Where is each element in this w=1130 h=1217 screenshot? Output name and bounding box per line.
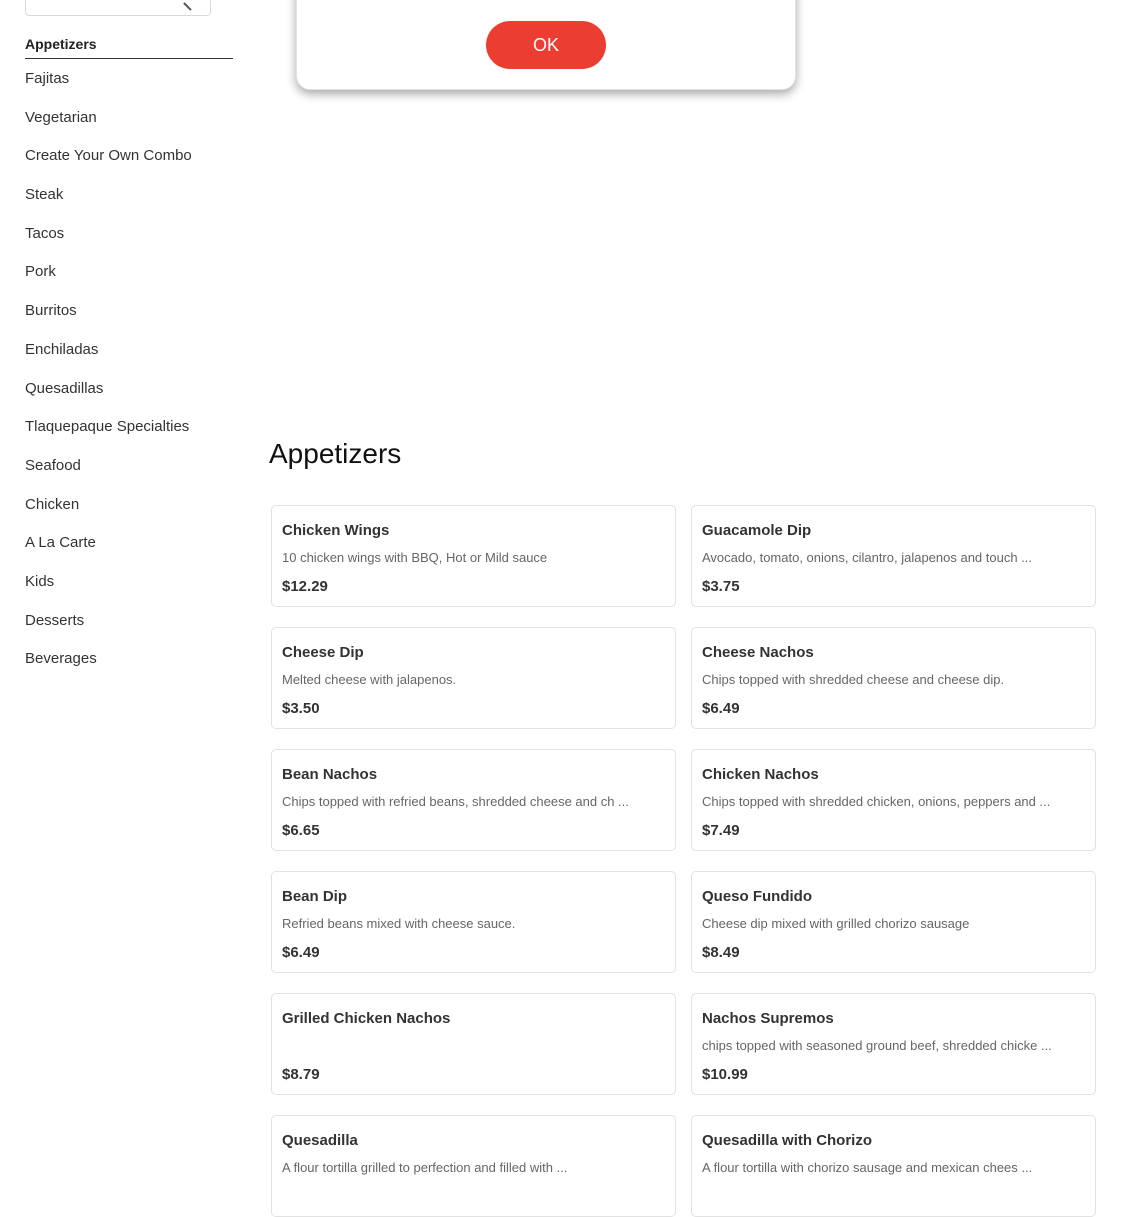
- menu-item-card[interactable]: [271, 871, 676, 973]
- menu-item-price: $8.79: [282, 1066, 320, 1083]
- sidebar-item-enchiladas[interactable]: Enchiladas: [25, 340, 99, 358]
- menu-item-price: $7.49: [702, 822, 740, 839]
- menu-item-description: 10 chicken wings with BBQ, Hot or Mild sauce: [282, 550, 548, 565]
- menu-item-price: $6.49: [702, 700, 740, 717]
- sidebar-item-desserts[interactable]: Desserts: [25, 611, 85, 629]
- ok-button[interactable]: OK: [486, 21, 606, 69]
- menu-item-price: $3.75: [702, 578, 740, 595]
- menu-item-card[interactable]: [691, 749, 1096, 851]
- sidebar-item-quesadillas[interactable]: Quesadillas: [25, 379, 104, 397]
- alert-dialog: [296, 0, 796, 90]
- menu-item-price: $10.99: [702, 1066, 748, 1083]
- search-icon[interactable]: [183, 0, 199, 11]
- menu-item-card[interactable]: [691, 993, 1096, 1095]
- menu-item-description: A flour tortilla with chorizo sausage and mexican chees ...: [702, 1160, 1033, 1175]
- menu-item-description: Chips topped with shredded cheese and cheese dip.: [702, 672, 1005, 687]
- sidebar-item-create-your-own-combo[interactable]: Create Your Own Combo: [25, 147, 192, 165]
- section-title: Appetizers: [269, 438, 402, 469]
- sidebar-item-beverages[interactable]: Beverages: [25, 650, 97, 668]
- menu-item-name: Guacamole Dip: [702, 522, 812, 539]
- category-list: [25, 70, 192, 689]
- menu-item-card[interactable]: [271, 993, 676, 1095]
- menu-item-description: Chips topped with refried beans, shredded cheese and ch ...: [282, 794, 629, 809]
- menu-item-name: Quesadilla with Chorizo: [702, 1132, 873, 1149]
- menu-item-price: $6.65: [282, 822, 320, 839]
- menu-item-description: Avocado, tomato, onions, cilantro, jalapenos and touch ...: [702, 550, 1033, 565]
- menu-item-card[interactable]: [271, 1115, 676, 1217]
- sidebar-item-kids[interactable]: Kids: [25, 572, 55, 590]
- menu-item-description: Chips topped with shredded chicken, onions, peppers and ...: [702, 794, 1051, 809]
- menu-item-card[interactable]: [271, 627, 676, 729]
- menu-item-price: $6.49: [282, 944, 320, 961]
- menu-item-card[interactable]: [691, 627, 1096, 729]
- menu-item-card[interactable]: [691, 871, 1096, 973]
- search-input[interactable]: [25, 0, 211, 16]
- menu-item-name: Chicken Nachos: [702, 766, 819, 783]
- menu-item-card[interactable]: [691, 505, 1096, 607]
- sidebar-item-vegetarian[interactable]: Vegetarian: [25, 108, 97, 126]
- menu-item-name: Bean Dip: [282, 888, 348, 905]
- sidebar-item-a-la-carte[interactable]: A La Carte: [25, 534, 96, 552]
- menu-item-description: Cheese dip mixed with grilled chorizo sausage: [702, 916, 970, 931]
- menu-item-name: Cheese Dip: [282, 644, 364, 661]
- menu-item-name: Chicken Wings: [282, 522, 390, 539]
- menu-item-name: Cheese Nachos: [702, 644, 814, 661]
- menu-item-name: Queso Fundido: [702, 888, 812, 905]
- sidebar-item-tlaquepaque-specialties[interactable]: Tlaquepaque Specialties: [25, 418, 190, 436]
- menu-item-card[interactable]: [271, 505, 676, 607]
- sidebar-item-steak[interactable]: Steak: [25, 186, 64, 204]
- menu-item-description: A flour tortilla grilled to perfection and filled with ...: [282, 1160, 568, 1175]
- menu-item-price: $12.29: [282, 578, 328, 595]
- menu-item-name: Nachos Supremos: [702, 1010, 834, 1027]
- sidebar-item-burritos[interactable]: Burritos: [25, 302, 77, 320]
- sidebar-item-chicken[interactable]: Chicken: [25, 495, 80, 513]
- menu-item-name: Quesadilla: [282, 1132, 358, 1149]
- sidebar-item-tacos[interactable]: Tacos: [25, 224, 65, 242]
- menu-item-description: Melted cheese with jalapenos.: [282, 672, 457, 687]
- menu-item-name: Grilled Chicken Nachos: [282, 1010, 451, 1027]
- menu-item-description: chips topped with seasoned ground beef, shredded chicke ...: [702, 1038, 1052, 1053]
- sidebar-item-appetizers[interactable]: Appetizers: [25, 36, 233, 59]
- menu-item-name: Bean Nachos: [282, 766, 378, 783]
- sidebar-item-pork[interactable]: Pork: [25, 263, 56, 281]
- sidebar-item-seafood[interactable]: Seafood: [25, 456, 81, 474]
- menu-item-card[interactable]: [691, 1115, 1096, 1217]
- menu-item-description: Refried beans mixed with cheese sauce.: [282, 916, 516, 931]
- menu-item-price: $8.49: [702, 944, 740, 961]
- menu-item-price: $3.50: [282, 700, 320, 717]
- sidebar-item-fajitas[interactable]: Fajitas: [25, 70, 70, 87]
- menu-item-card[interactable]: [271, 749, 676, 851]
